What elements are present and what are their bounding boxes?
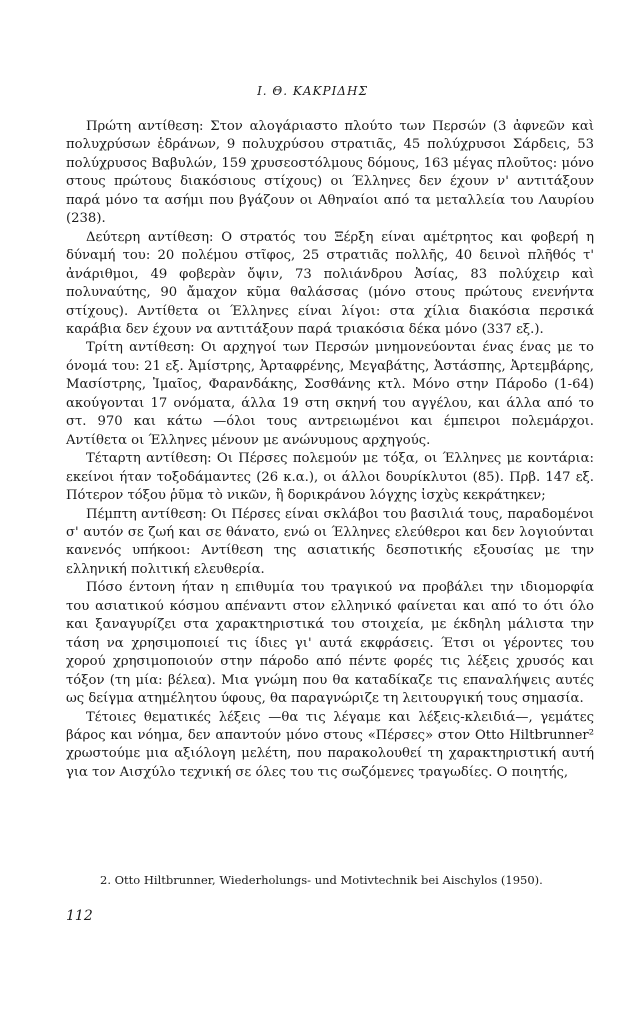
main-text — [66, 118, 594, 782]
paragraph-7: Τέτοιες θεματικές λέξεις —θα τις λέγαμε και λέξεις-κλειδιά—, γεμάτες βάρος και νόημα, δεν απαντούν μόνο στους «Πέρσες» στον Otto Hiltbrunner² χρωστούμε μια αξιόλογη μελέτη, που παρακολουθεί τη χαρακτηριστική αυτή για τον Αισχύλο τεχνική σε όλες του τις σωζόμενες τραγωδίες. Ο ποιητής, — [66, 709, 594, 780]
paragraph-6: Πόσο έντονη ήταν η επιθυμία του τραγικού να προβάλει την ιδιομορφία του ασιατικού κόσμου απέναντι στον ελληνικό φαίνεται και από το ότι όλο και ξαναγυρίζει στα χαρακτηριστικά του στοιχεία, με έκδηλη μάλιστα την τάση να χρησιμοποιεί τις ίδιες γι' αυτά εκφράσεις. Έτσι οι γέροντες του χορού χρησιμοποιούν στην πάροδο από πέντε φορές τις λέξεις χρυσός και τόξον (τη μία: βέλεα). Μια γνώμη που θα καταδίκαζε τις επαναλήψεις αυτές ως δείγμα ατημέλητου ύφους, θα παραγνώριζε τη λειτουργική τους σημασία. — [66, 580, 594, 707]
footnote: 2. Otto Hiltbrunner, Wiederholungs- und Motivtechnik bei Aischylos (1950). — [100, 873, 543, 887]
page-number: 112 — [66, 908, 93, 924]
paragraph-5: Πέμπτη αντίθεση: Οι Πέρσες είναι σκλάβοι του βασιλιά τους, παραδομένοι σ' αυτόν σε ζωή και σε θάνατο, ενώ οι Έλληνες ελεύθεροι και δεν λογιούνται κανενός υπήκοοι: Αντίθεση της ασιατικής δεσποτικής εξουσίας με την ελληνική πολιτική ελευθερία. — [66, 506, 594, 577]
paragraph-2: Δεύτερη αντίθεση: Ο στρατός του Ξέρξη είναι αμέτρητος και φοβερή η δύναμή του: 20 πολέμου στῖφος, 25 στρατιᾶς πολλῆς, 40 δεινοὶ πλῆθός τ' ἀνάριθμοι, 49 φοβερὰν ὄψιν, 73 πολιάνδρου Ἀσίας, 83 πολύχειρ καὶ πολυναύτης, 90 ἄμαχον κῦμα θαλάσσας (μόνο στους πρώτους ενενήντα στίχους). Αντίθετα οι Έλληνες είναι λίγοι: στα χίλια διακόσια περσικά καράβια δεν έχουν να αντιτάξουν παρά τριακόσια δέκα μόνο (337 εξ.). — [66, 229, 594, 337]
paragraph-3: Τρίτη αντίθεση: Οι αρχηγοί των Περσών μνημονεύονται ένας ένας με το όνομά του: 21 εξ. Ἀμίστρης, Ἀρταφρένης, Μεγαβάτης, Ἀστάσπης, Ἀρτεμβάρης, Μασίστρης, Ἰμαῖος, Φαρανδάκης, Σοσθάνης κτλ. Μόνο στην Πάροδο (1-64) ακούγονται 17 ονόματα, άλλα 19 στη σκηνή του αγγέλου, και άλλα από το στ. 970 και κάτω —όλοι τους αντρειωμένοι και έμπειροι πολεμάρχοι. Αντίθετα οι Έλληνες μένουν με ανώνυμους αρχηγούς. — [66, 340, 594, 448]
paragraph-1: Πρώτη αντίθεση: Στον αλογάριαστο πλούτο των Περσών (3 ἀφνεῶν καὶ πολυχρύσων ἑδράνων, 9 πολυχρύσου στρατιᾶς, 45 πολύχρυσοι Σάρδεις, 53 πολύχρυσος Βαβυλών, 159 χρυσεοστόλμους δόμους, 163 μέγας πλοῦτος: μόνο στους πρώτους διακόσιους στίχους) οι Έλληνες δεν έχουν ν' αντιτάξουν παρά μόνο τα ασήμι που βγάζουν οι Αθηναίοι από τα μεταλλεία του Λαυρίου (238). — [66, 119, 594, 227]
running-header: Ι. Θ. ΚΑΚΡΙΔΗΣ — [257, 84, 368, 98]
footnote-divider — [66, 860, 186, 861]
paragraph-4: Τέταρτη αντίθεση: Οι Πέρσες πολεμούν με τόξα, οι Έλληνες με κοντάρια: εκείνοι ήταν τοξοδάμαντες (26 κ.α.), οι άλλοι δουρίκλυτοι (85). Πρβ. 147 εξ. Πότερον τόξου ῥῦμα τὸ νικῶν, ἢ δορικράνου λόγχης ἰσχὺς κεκράτηκεν; — [66, 451, 594, 504]
